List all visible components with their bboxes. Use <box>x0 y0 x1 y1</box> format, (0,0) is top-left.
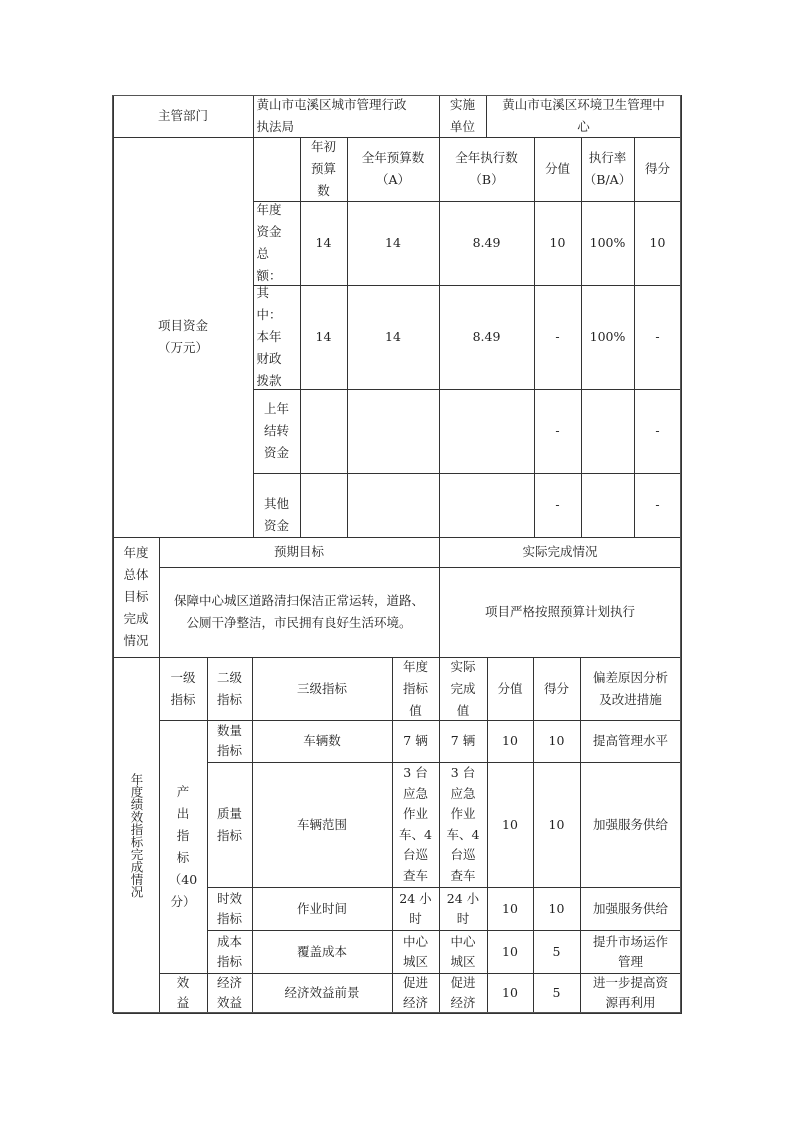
goals-actual-header: 实际完成情况 <box>439 537 682 568</box>
perf-level1-output: 产 出 指 标 （40 分） <box>159 720 208 974</box>
funds-row-score: - <box>634 285 682 390</box>
perf-col-header-score-value: 分值 <box>487 657 534 721</box>
funds-row-initial: 14 <box>300 285 348 390</box>
perf-row-level2: 数量 指标 <box>207 720 253 763</box>
funds-row-score-value: 10 <box>534 201 582 286</box>
perf-row-level2: 经济 效益 <box>207 973 253 1014</box>
perf-row-level3: 覆盖成本 <box>252 930 393 974</box>
funds-col-header-initial: 年初 预算 数 <box>300 137 348 202</box>
perf-row-target: 3 台 应急 作业 车、4 台巡 查车 <box>392 762 440 888</box>
funds-row-label: 年度 资金 总 额： <box>253 201 301 286</box>
funds-section-label: 项目资金 （万元） <box>157 318 208 355</box>
funds-row-score-value: - <box>534 285 582 390</box>
funds-row-label: 其他 资金 <box>253 473 301 538</box>
perf-row-level3: 经济效益前景 <box>252 973 393 1014</box>
goals-expected-header: 预期目标 <box>159 537 440 568</box>
funds-row-initial <box>300 473 348 538</box>
dept-label-cell <box>113 95 254 138</box>
funds-row-rate <box>581 473 635 538</box>
perf-row-target: 7 辆 <box>392 720 440 763</box>
perf-row-score: 5 <box>533 973 581 1014</box>
funds-col-header-score-value: 分值 <box>534 137 582 202</box>
perf-col-header-actual: 实际 完成 值 <box>439 657 488 721</box>
funds-row-score-value: - <box>534 473 582 538</box>
perf-col-header-target: 年度 指标 值 <box>392 657 440 721</box>
dept-label: 主管部门 <box>157 108 208 123</box>
funds-col-header-score: 得分 <box>634 137 682 202</box>
perf-col-header-analysis: 偏差原因分析 及改进措施 <box>580 657 682 721</box>
perf-row-level3: 车辆数 <box>252 720 393 763</box>
performance-section-label: 年度绩效指标完成情况 <box>129 772 144 898</box>
perf-row-level2: 质量 指标 <box>207 762 253 888</box>
perf-row-actual: 促进 经济 <box>439 973 488 1014</box>
perf-row-analysis: 提高管理水平 <box>580 720 682 763</box>
perf-row-score-value: 10 <box>487 762 534 888</box>
funds-row-score: - <box>634 389 682 474</box>
goals-expected-text: 保障中心城区道路清扫保洁正常运转，道路、 公厕干净整洁，市民拥有良好生活环境。 <box>159 567 440 658</box>
funds-row-rate <box>581 389 635 474</box>
impl-value: 黄山市屯溪区环境卫生管理中 心 <box>502 97 665 134</box>
perf-row-score: 5 <box>533 930 581 974</box>
funds-row-score-value: - <box>534 389 582 474</box>
perf-level1-benefit: 效 益 <box>159 973 208 1014</box>
funds-col-header-rate: 执行率 （B/A） <box>581 137 635 202</box>
funds-row-executed: 8.49 <box>439 285 535 390</box>
funds-row-budget: 14 <box>347 201 440 286</box>
funds-row-budget <box>347 389 440 474</box>
perf-col-header-level3: 三级指标 <box>252 657 393 721</box>
funds-col-header-blank <box>253 137 301 202</box>
funds-row-initial: 14 <box>300 201 348 286</box>
dept-value: 黄山市屯溪区城市管理行政 执法局 <box>256 97 407 134</box>
funds-row-budget: 14 <box>347 285 440 390</box>
perf-row-score-value: 10 <box>487 973 534 1014</box>
perf-row-score: 10 <box>533 720 581 763</box>
funds-row-rate: 100% <box>581 201 635 286</box>
funds-row-budget <box>347 473 440 538</box>
dept-value-cell <box>253 95 440 138</box>
funds-col-header-executed: 全年执行数 （B） <box>439 137 535 202</box>
impl-label-cell <box>439 95 487 138</box>
funds-row-rate: 100% <box>581 285 635 390</box>
perf-row-score-value: 10 <box>487 887 534 931</box>
perf-row-actual: 24 小 时 <box>439 887 488 931</box>
perf-row-analysis: 加强服务供给 <box>580 762 682 888</box>
perf-row-score-value: 10 <box>487 720 534 763</box>
funds-row-score: - <box>634 473 682 538</box>
perf-row-level3: 车辆范围 <box>252 762 393 888</box>
perf-row-actual: 7 辆 <box>439 720 488 763</box>
performance-section-label-cell <box>113 657 160 1014</box>
perf-row-analysis: 提升市场运作 管理 <box>580 930 682 974</box>
funds-row-executed <box>439 389 535 474</box>
perf-row-score-value: 10 <box>487 930 534 974</box>
funds-row-label: 上年 结转 资金 <box>253 389 301 474</box>
perf-row-level2: 时效 指标 <box>207 887 253 931</box>
perf-row-target: 24 小 时 <box>392 887 440 931</box>
perf-row-actual: 中心 城区 <box>439 930 488 974</box>
funds-row-executed <box>439 473 535 538</box>
perf-row-actual: 3 台 应急 作业 车、4 台巡 查车 <box>439 762 488 888</box>
perf-col-header-level2: 二级 指标 <box>207 657 253 721</box>
perf-row-target: 中心 城区 <box>392 930 440 974</box>
funds-col-header-budget: 全年预算数 （A） <box>347 137 440 202</box>
goals-actual-text: 项目严格按照预算计划执行 <box>439 567 682 658</box>
funds-section-label-cell <box>113 137 254 538</box>
impl-label: 实施 单位 <box>449 97 475 134</box>
perf-row-target: 促进 经济 <box>392 973 440 1014</box>
perf-col-header-level1: 一级 指标 <box>159 657 208 721</box>
funds-row-score: 10 <box>634 201 682 286</box>
goals-section-label: 年度 总体 目标 完成 情况 <box>123 545 149 648</box>
funds-row-label: 其 中： 本年 财政 拨款 <box>253 285 301 390</box>
perf-col-header-score: 得分 <box>533 657 581 721</box>
perf-row-analysis: 进一步提高资 源再利用 <box>580 973 682 1014</box>
perf-row-analysis: 加强服务供给 <box>580 887 682 931</box>
funds-row-initial <box>300 389 348 474</box>
perf-row-level2: 成本 指标 <box>207 930 253 974</box>
goals-section-label-cell <box>113 537 160 658</box>
perf-row-score: 10 <box>533 887 581 931</box>
funds-row-executed: 8.49 <box>439 201 535 286</box>
impl-value-cell <box>486 95 682 138</box>
perf-row-level3: 作业时间 <box>252 887 393 931</box>
perf-row-score: 10 <box>533 762 581 888</box>
